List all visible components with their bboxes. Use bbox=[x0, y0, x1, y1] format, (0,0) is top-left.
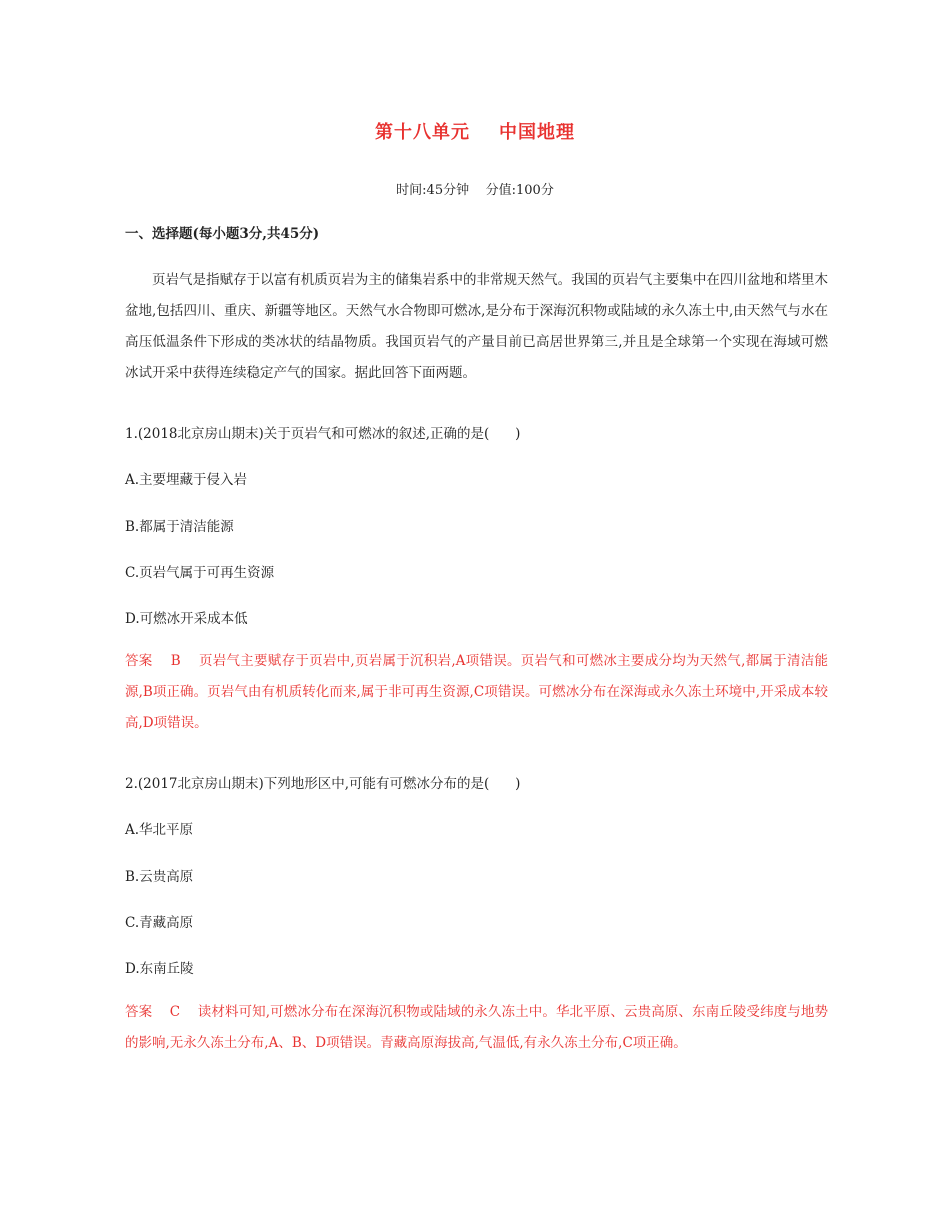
unit-title: 第十八单元 中国地理 bbox=[374, 122, 576, 143]
question-1-option-d: D.可燃冰开采成本低 bbox=[125, 611, 248, 627]
section-heading: 一、选择题(每小题3分,共45分) bbox=[125, 226, 320, 242]
question-1-stem: 1.(2018北京房山期末)关于页岩气和可燃冰的叙述,正确的是( ) bbox=[125, 426, 521, 442]
reading-passage: 页岩气是指赋存于以富有机质页岩为主的储集岩系中的非常规天然气。我国的页岩气主要集中在四川盆地和塔里木盆地,包括四川、重庆、新疆等地区。天然气水合物即可燃冰,是分布于深海沉积物或陆域的永久冻土中,由天然气与水在高压低温条件下形成的类冰状的结晶物质。我国页岩气的产量目前已高居世界第三,并且是全球第一个实现在海域可燃冰试开采中获得连续稳定产气的国家。据此回答下面两题。 bbox=[125, 272, 828, 381]
question-2-option-a: A.华北平原 bbox=[125, 822, 194, 838]
question-1-option-c: C.页岩气属于可再生资源 bbox=[125, 565, 275, 581]
question-1-option-a: A.主要埋藏于侵入岩 bbox=[125, 472, 248, 488]
question-1-answer bbox=[125, 646, 828, 739]
question-2-option-b: B.云贵高原 bbox=[125, 869, 194, 885]
question-1-answer-label: 答案 B bbox=[125, 653, 199, 669]
question-1-answer-explanation: 页岩气主要赋存于页岩中,页岩属于沉积岩,A项错误。页岩气和可燃冰主要成分均为天然气,都属于清洁能源,B项正确。页岩气由有机质转化而来,属于非可再生资源,C项错误。可燃冰分布在深海或永久冻土环境中,开采成本较高,D项错误。 bbox=[125, 653, 828, 731]
question-2-option-d: D.东南丘陵 bbox=[125, 961, 194, 977]
question-2-answer-explanation: 读材料可知,可燃冰分布在深海沉积物或陆域的永久冻土中。华北平原、云贵高原、东南丘陵受纬度与地势的影响,无永久冻土分布,A、B、D项错误。青藏高原海拔高,气温低,有永久冻土分布,C项正确。 bbox=[125, 1004, 828, 1051]
question-2-answer-label: 答案 C bbox=[125, 1004, 198, 1020]
question-1-option-b: B.都属于清洁能源 bbox=[125, 519, 234, 535]
exam-time-and-score: 时间:45分钟 分值:100分 bbox=[396, 183, 554, 198]
question-2-stem: 2.(2017北京房山期末)下列地形区中,可能有可燃冰分布的是( ) bbox=[125, 776, 521, 792]
question-2-option-c: C.青藏高原 bbox=[125, 915, 194, 931]
question-2-answer bbox=[125, 997, 828, 1059]
